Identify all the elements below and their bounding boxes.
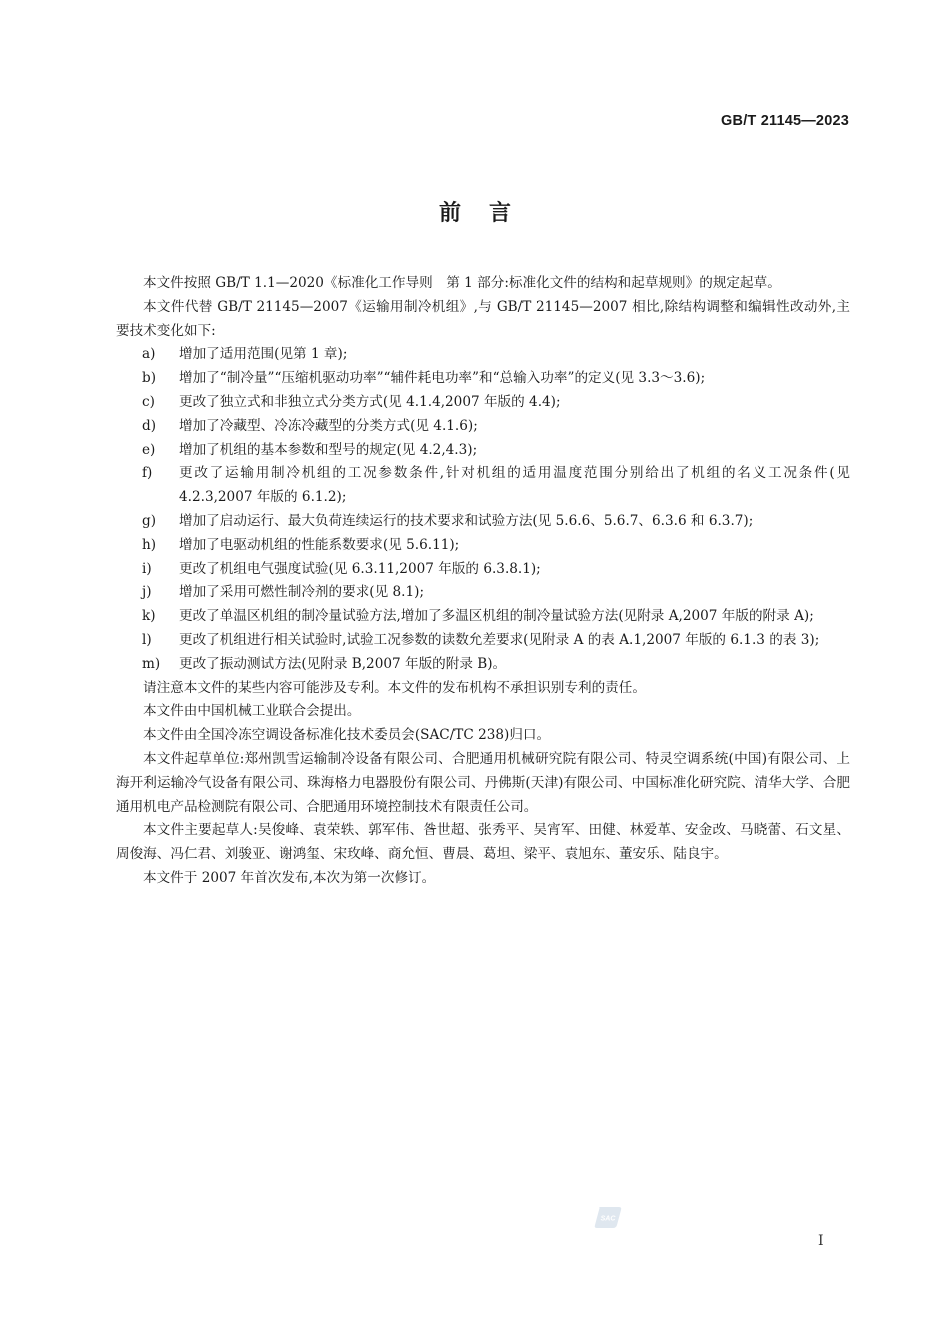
list-item [116,558,850,582]
paragraph: 本文件于 2007 年首次发布,本次为第一次修订。 [143,869,436,886]
list-text: 增加了“制冷量”“压缩机驱动功率”“辅件耗电功率”和“总输入功率”的定义(见 3.3～3.6); [179,370,706,387]
list-item [116,653,850,677]
changes-list [116,343,850,676]
paragraph: 本文件主要起草人:吴俊峰、袁荣轶、郭军伟、昝世超、张秀平、吴宵军、田健、林爱革、安金改、马晓蕾、石文星、周俊海、冯仁君、刘骏亚、谢鸿玺、宋玫峰、商允恒、曹晨、葛坦、梁平、袁旭东、董安乐、陆良宇。 [116,822,850,863]
list-item [116,367,850,391]
page-number: I [818,1233,824,1249]
paragraph: 本文件起草单位:郑州凯雪运输制冷设备有限公司、合肥通用机械研究院有限公司、特灵空调系统(中国)有限公司、上海开利运输冷气设备有限公司、珠海格力电器股份有限公司、丹佛斯(天津)有限公司、中国标准化研究院、清华大学、合肥通用机电产品检测院有限公司、合肥通用环境控制技术有限责任公司。 [116,750,850,815]
list-item [116,391,850,415]
paragraph: 请注意本文件的某些内容可能涉及专利。本文件的发布机构不承担识别专利的责任。 [143,679,646,696]
list-text: 更改了单温区机组的制冷量试验方法,增加了多温区机组的制冷量试验方法(见附录 A,2007 年版的附录 A); [179,608,814,625]
list-marker: k) [142,608,156,625]
paragraph: 本文件按照 GB/T 1.1—2020《标准化工作导则 第 1 部分:标准化文件的结构和起草规则》的规定起草。 [143,275,781,291]
paragraph: 本文件由中国机械工业联合会提出。 [143,703,361,720]
list-item [116,415,850,439]
paragraph: 本文件由全国冷冻空调设备标准化技术委员会(SAC/TC 238)归口。 [143,727,551,744]
list-text: 增加了机组的基本参数和型号的规定(见 4.2,4.3); [179,441,478,458]
list-text: 更改了机组电气强度试验(见 6.3.11,2007 年版的 6.3.8.1); [179,560,541,577]
list-text: 增加了适用范围(见第 1 章); [179,346,348,363]
list-item [116,343,850,367]
list-item [116,534,850,558]
list-text: 增加了采用可燃性制冷剂的要求(见 8.1); [179,584,425,601]
paragraph: 本文件代替 GB/T 21145—2007《运输用制冷机组》,与 GB/T 21145—2007 相比,除结构调整和编辑性改动外,主要技术变化如下: [116,298,850,339]
list-marker: a) [142,346,156,363]
list-text: 增加了电驱动机组的性能系数要求(见 5.6.11); [179,536,460,553]
list-item [116,462,850,510]
sac-logo-icon [593,1205,623,1230]
list-text: 增加了启动运行、最大负荷连续运行的技术要求和试验方法(见 5.6.6、5.6.7、6.3.6 和 6.3.7); [179,512,754,529]
list-marker: e) [142,441,156,458]
document-body [116,272,850,891]
list-marker: g) [142,512,157,529]
list-marker: b) [142,370,157,387]
list-item [116,629,850,653]
list-text: 增加了冷藏型、冷冻冷藏型的分类方式(见 4.1.6); [179,417,478,434]
list-item [116,581,850,605]
standard-number: GB/T 21145—2023 [721,113,849,129]
page-title: 前言 [438,201,539,226]
list-item [116,439,850,463]
list-marker: d) [142,417,157,434]
list-marker: j) [142,584,152,601]
list-marker: m) [142,655,161,672]
list-text: 更改了运输用制冷机组的工况参数条件,针对机组的适用温度范围分别给出了机组的名义工况条件(见 4.2.3,2007 年版的 6.1.2); [179,465,850,506]
list-marker: l) [142,631,152,648]
list-marker: f) [142,465,153,482]
list-item [116,510,850,534]
list-marker: i) [142,560,152,577]
list-marker: c) [142,393,155,410]
list-marker: h) [142,536,157,553]
list-text: 更改了独立式和非独立式分类方式(见 4.1.4,2007 年版的 4.4); [179,393,561,410]
list-item [116,605,850,629]
list-text: 更改了振动测试方法(见附录 B,2007 年版的附录 B)。 [179,655,507,672]
list-text: 更改了机组进行相关试验时,试验工况参数的读数允差要求(见附录 A 的表 A.1,2007 年版的 6.1.3 的表 3); [179,631,820,648]
svg-text:SAC: SAC [600,1215,616,1223]
